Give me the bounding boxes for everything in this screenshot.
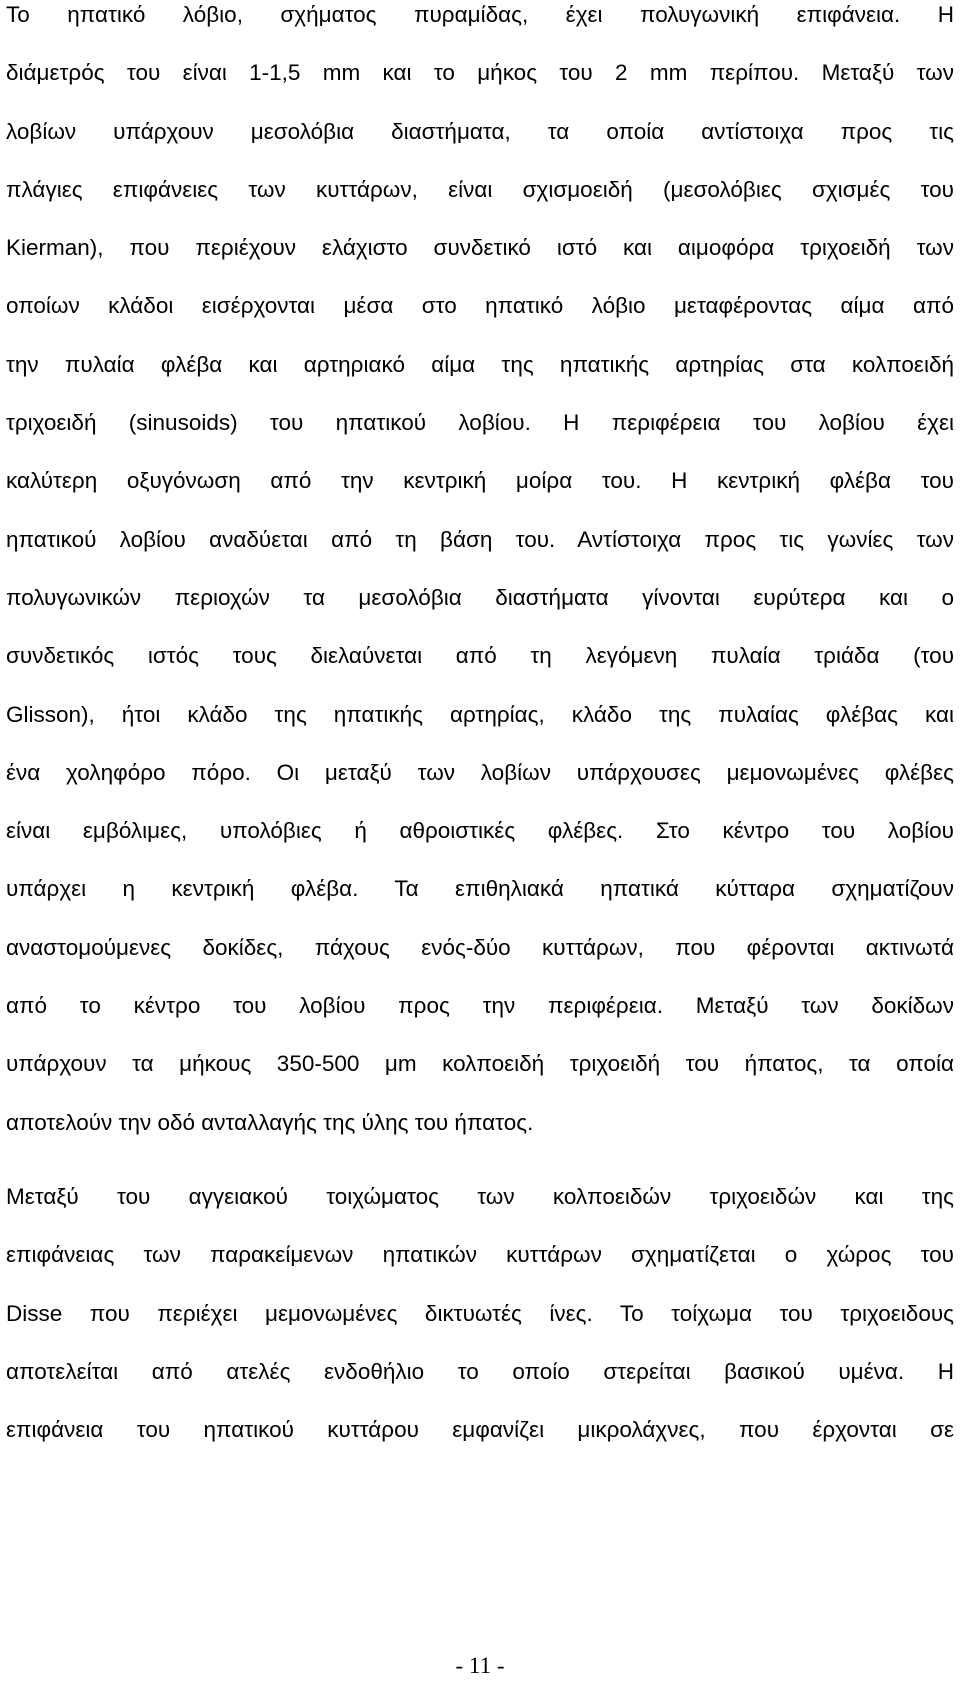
text-line: την πυλαία φλέβα και αρτηριακό αίμα της ηπατικής αρτηρίας στα κολποειδή [6, 351, 954, 377]
text-line: συνδετικός ιστός τους διελαύνεται από τη λεγόμενη πυλαία τριάδα (του [6, 643, 954, 669]
text-line: Το ηπατικό λόβιο, σχήματος πυραμίδας, έχει πολυγωνική επιφάνεια. Η [6, 2, 954, 27]
text-line: αποτελείται από ατελές ενδοθήλιο το οποίο στερείται βασικού υμένα. Η [6, 1358, 954, 1384]
paragraph-2 [6, 1168, 954, 1459]
text-line: Kierman), που περιέχουν ελάχιστο συνδετικό ιστό και αιμοφόρα τριχοειδή των [6, 235, 954, 261]
text-line: πλάγιες επιφάνειες των κυττάρων, είναι σχισμοειδή (μεσολόβιες σχισμές του [6, 176, 954, 202]
text-line: επιφάνειας των παρακείμενων ηπατικών κυττάρων σχηματίζεται ο χώρος του [6, 1242, 954, 1268]
text-line: ένα χοληφόρο πόρο. Οι μεταξύ των λοβίων υπάρχουσες μεμονωμένες φλέβες [6, 759, 954, 785]
text-line: διάμετρός του είναι 1-1,5 mm και το μήκος του 2 mm περίπου. Μεταξύ των [6, 60, 954, 86]
text-line: οποίων κλάδοι εισέρχονται μέσα στο ηπατικό λόβιο μεταφέροντας αίμα από [6, 293, 954, 319]
page-number: - 11 - [455, 1653, 505, 1678]
text-line: υπάρχει η κεντρική φλέβα. Τα επιθηλιακά ηπατικά κύτταρα σχηματίζουν [6, 876, 954, 902]
paragraph-1 [6, 0, 954, 1152]
text-line: πολυγωνικών περιοχών τα μεσολόβια διαστήματα γίνονται ευρύτερα και ο [6, 584, 954, 610]
text-line: Glisson), ήτοι κλάδο της ηπατικής αρτηρίας, κλάδο της πυλαίας φλέβας και [6, 701, 954, 727]
text-line: ηπατικού λοβίου αναδύεται από τη βάση του. Αντίστοιχα προς τις γωνίες των [6, 526, 954, 552]
text-line: αναστομούμενες δοκίδες, πάχους ενός-δύο κυττάρων, που φέρονται ακτινωτά [6, 934, 954, 960]
text-line: λοβίων υπάρχουν μεσολόβια διαστήματα, τα οποία αντίστοιχα προς τις [6, 118, 954, 144]
text-line: καλύτερη οξυγόνωση από την κεντρική μοίρα του. Η κεντρική φλέβα του [6, 468, 954, 494]
text-line: αποτελούν την οδό ανταλλαγής της ύλης του ήπατος. [6, 1109, 534, 1135]
text-line: υπάρχουν τα μήκους 350-500 μm κολποειδή τριχοειδή του ήπατος, τα οποία [6, 1051, 954, 1077]
text-line: τριχοειδή (sinusoids) του ηπατικού λοβίου. Η περιφέρεια του λοβίου έχει [6, 410, 954, 436]
text-line: Μεταξύ του αγγειακού τοιχώματος των κολποειδών τριχοειδών και της [6, 1184, 954, 1209]
text-line: από το κέντρο του λοβίου προς την περιφέρεια. Μεταξύ των δοκίδων [6, 993, 954, 1019]
text-line: είναι εμβόλιμες, υπολόβιες ή αθροιστικές φλέβες. Στο κέντρο του λοβίου [6, 818, 954, 844]
text-line: επιφάνεια του ηπατικού κυττάρου εμφανίζει μικρολάχνες, που έρχονται σε [6, 1417, 954, 1443]
text-line: Disse που περιέχει μεμονωμένες δικτυωτές ίνες. Το τοίχωμα του τριχοειδους [6, 1300, 954, 1326]
